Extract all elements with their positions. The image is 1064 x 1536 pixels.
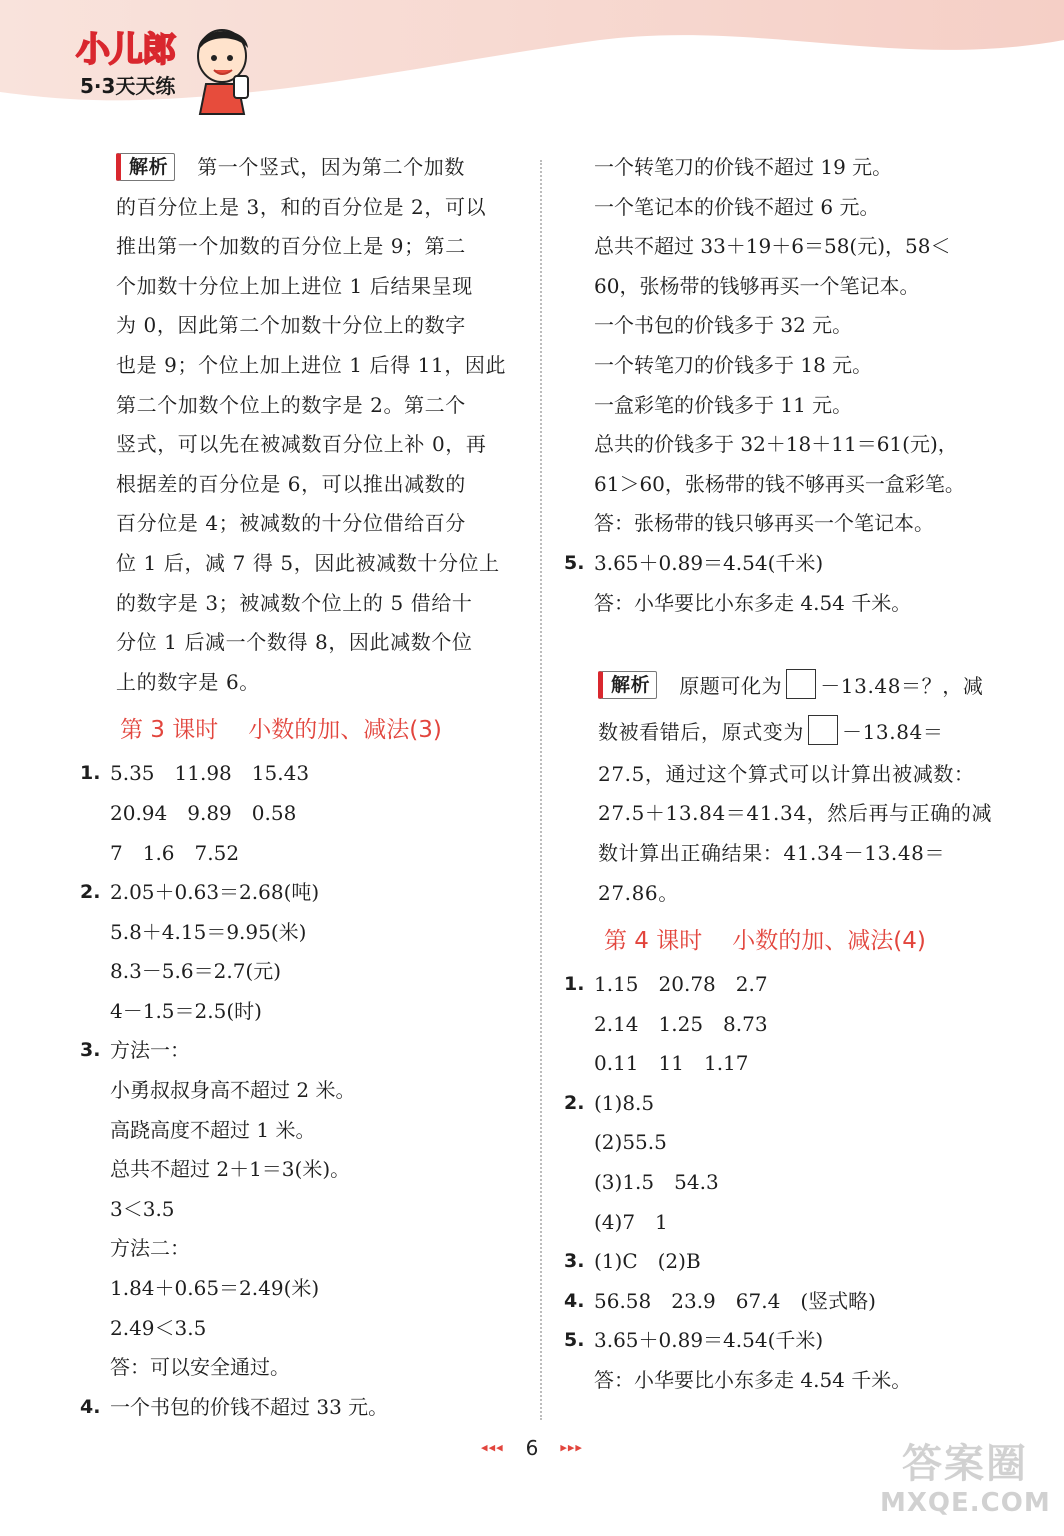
watermark-sub: MXQE.COM [880, 1488, 1051, 1518]
answer-line: 高跷高度不超过 1 米。 [110, 1117, 316, 1142]
lesson4-question-2 [564, 1084, 994, 1242]
brand-subtitle: 5·3天天练 [80, 74, 176, 98]
lesson4-question-4 [564, 1282, 994, 1322]
answer-line: 7 1.6 7.52 [110, 840, 240, 865]
lesson-number: 第 4 课时 [604, 928, 703, 955]
answer-line: 答：小华要比小东多走 4.54 千米。 [594, 1368, 912, 1393]
question-number: 4. [80, 1395, 101, 1418]
explanation-tag: 解析 [116, 153, 175, 181]
answer-line: 一个书包的价钱不超过 33 元。 [110, 1394, 389, 1419]
blank-box [786, 669, 816, 699]
answer-line: 总共不超过 33＋19＋6＝58(元)，58＜ [594, 234, 951, 259]
explanation-line: 的数字是 3；被减数个位上的 5 借给十 [116, 590, 473, 615]
answer-line: 一个笔记本的价钱不超过 6 元。 [594, 194, 880, 219]
answer-line: (1)8.5 [594, 1090, 655, 1115]
question-number: 4. [564, 1289, 585, 1312]
answer-line: 一个转笔刀的价钱多于 18 元。 [594, 352, 873, 377]
question-number: 1. [80, 762, 101, 785]
answer-line: 61＞60，张杨带的钱不够再买一盒彩笔。 [594, 471, 965, 496]
answer-line: 1.15 20.78 2.7 [594, 972, 768, 997]
answer-line: 方法一： [110, 1038, 190, 1063]
answer-line: (2)55.5 [594, 1130, 667, 1155]
question-number: 5. [564, 1329, 585, 1352]
lesson4-question-3 [564, 1242, 994, 1282]
explanation-line: 27.5，通过这个算式可以计算出被减数： [598, 761, 975, 786]
column-divider [540, 160, 542, 1420]
lesson-4-heading [564, 919, 994, 963]
answer-line: 总共不超过 2＋1＝3(米)。 [110, 1157, 351, 1182]
lesson-title: 小数的加、减法(4) [732, 928, 926, 955]
question-number: 1. [564, 973, 585, 996]
explanation-text: －13.48＝？，减 [820, 673, 984, 698]
answer-line: 60，张杨带的钱够再买一个笔记本。 [594, 273, 920, 298]
explanation-line: 位 1 后，减 7 得 5，因此被减数十分位上 [116, 550, 500, 575]
question-1 [80, 754, 520, 873]
lesson4-question-5 [564, 1321, 994, 1400]
explanation-line: 也是 9；个位上加上进位 1 后得 11，因此 [116, 352, 507, 377]
mascot-boy-icon [188, 20, 260, 116]
answer-line: 答：小华要比小东多走 4.54 千米。 [594, 590, 912, 615]
answer-line: 2.14 1.25 8.73 [594, 1011, 768, 1036]
right-column [564, 148, 994, 1401]
answer-line: 4－1.5＝2.5(时) [110, 998, 262, 1023]
answer-line: 3＜3.5 [110, 1196, 175, 1221]
answer-line: 5.8＋4.15＝9.95(米) [110, 919, 307, 944]
watermark-main: 答案圈 [902, 1441, 1028, 1487]
answer-line: 一个转笔刀的价钱不超过 19 元。 [594, 155, 893, 179]
answer-line: 一个书包的价钱多于 32 元。 [594, 313, 853, 338]
answer-line: 2.49＜3.5 [110, 1315, 207, 1340]
question-4-continued [564, 148, 994, 544]
explanation-line: 个加数十分位上加上进位 1 后结果呈现 [116, 273, 473, 298]
answer-line: 56.58 23.9 67.4 (竖式略) [594, 1288, 876, 1313]
question-3 [80, 1031, 520, 1387]
question-number: 2. [80, 881, 101, 904]
answer-line: 一盒彩笔的价钱多于 11 元。 [594, 392, 853, 417]
answer-line: 3.65＋0.89＝4.54(千米) [594, 550, 824, 575]
lesson4-question-1 [564, 965, 994, 1084]
explanation-line: 根据差的百分位是 6，可以推出减数的 [116, 471, 466, 496]
explanation-line: 百分位是 4；被减数的十分位借给百分 [116, 511, 466, 536]
answer-line: 20.94 9.89 0.58 [110, 800, 297, 825]
explanation-text: 原题可化为 [679, 673, 783, 698]
explanation-line: 推出第一个加数的百分位上是 9；第二 [116, 234, 466, 259]
answer-line: (1)C (2)B [594, 1249, 701, 1274]
explanation-line: 的百分位上是 3，和的百分位是 2，可以 [116, 194, 487, 219]
explanation-paragraph [80, 148, 520, 702]
answer-line: (3)1.5 54.3 [594, 1170, 719, 1195]
answer-line: 0.11 11 1.17 [594, 1051, 749, 1076]
brand-name: 小儿郎 [76, 30, 175, 70]
answer-line: 答：可以安全通过。 [110, 1355, 290, 1380]
explanation-text: 数被看错后，原式变为 [598, 719, 804, 744]
explanation-line: 第二个加数个位上的数字是 2。第二个 [116, 392, 466, 417]
explanation-line: 竖式，可以先在被减数百分位上补 0，再 [116, 432, 487, 457]
explanation-line: 数计算出正确结果：41.34－13.48＝ [598, 840, 946, 865]
answer-line: 8.3－5.6＝2.7(元) [110, 959, 282, 984]
lesson-3-heading [80, 708, 520, 752]
right-arrows-icon: ▸▸▸ [560, 1440, 583, 1456]
explanation-tag: 解析 [598, 671, 657, 699]
question-number: 5. [564, 551, 585, 574]
lesson-title: 小数的加、减法(3) [248, 717, 442, 744]
blank-box [808, 715, 838, 745]
explanation-line: 分位 1 后减一个数得 8，因此减数个位 [116, 630, 473, 655]
question-number: 3. [564, 1250, 585, 1273]
brand-logo [70, 18, 260, 108]
answer-line: 总共的价钱多于 32＋18＋11＝61(元)， [594, 432, 958, 457]
page-number: 6 [525, 1436, 539, 1460]
left-arrows-icon: ◂◂◂ [481, 1440, 504, 1456]
answer-line: (4)7 1 [594, 1209, 668, 1234]
answer-line: 方法二： [110, 1236, 190, 1261]
explanation-line: 第一个竖式，因为第二个加数 [197, 155, 466, 179]
watermark [880, 1440, 1050, 1530]
header-band [0, 0, 1064, 150]
question-number: 3. [80, 1039, 101, 1062]
question-number: 2. [564, 1091, 585, 1114]
answer-line [564, 623, 994, 663]
explanation-line: 为 0，因此第二个加数十分位上的数字 [116, 313, 466, 338]
answer-line: 答：张杨带的钱只够再买一个笔记本。 [594, 511, 934, 536]
answer-line: 5.35 11.98 15.43 [110, 761, 310, 786]
question-5 [564, 544, 994, 663]
question-4 [80, 1388, 520, 1428]
explanation-line: 上的数字是 6。 [116, 669, 260, 694]
answer-line: 2.05＋0.63＝2.68(吨) [110, 880, 320, 905]
explanation-text: －13.84＝ [842, 719, 944, 744]
explanation-line: 27.5＋13.84＝41.34，然后再与正确的减 [598, 801, 993, 826]
left-column [80, 148, 520, 1427]
explanation-line: 27.86。 [598, 880, 679, 905]
answer-line: 3.65＋0.89＝4.54(千米) [594, 1328, 824, 1353]
lesson-number: 第 3 课时 [120, 717, 219, 744]
answer-line: 1.84＋0.65＝2.49(米) [110, 1276, 320, 1301]
question-2 [80, 873, 520, 1031]
answer-line: 小勇叔叔身高不超过 2 米。 [110, 1078, 356, 1103]
explanation-paragraph-2 [564, 663, 994, 913]
